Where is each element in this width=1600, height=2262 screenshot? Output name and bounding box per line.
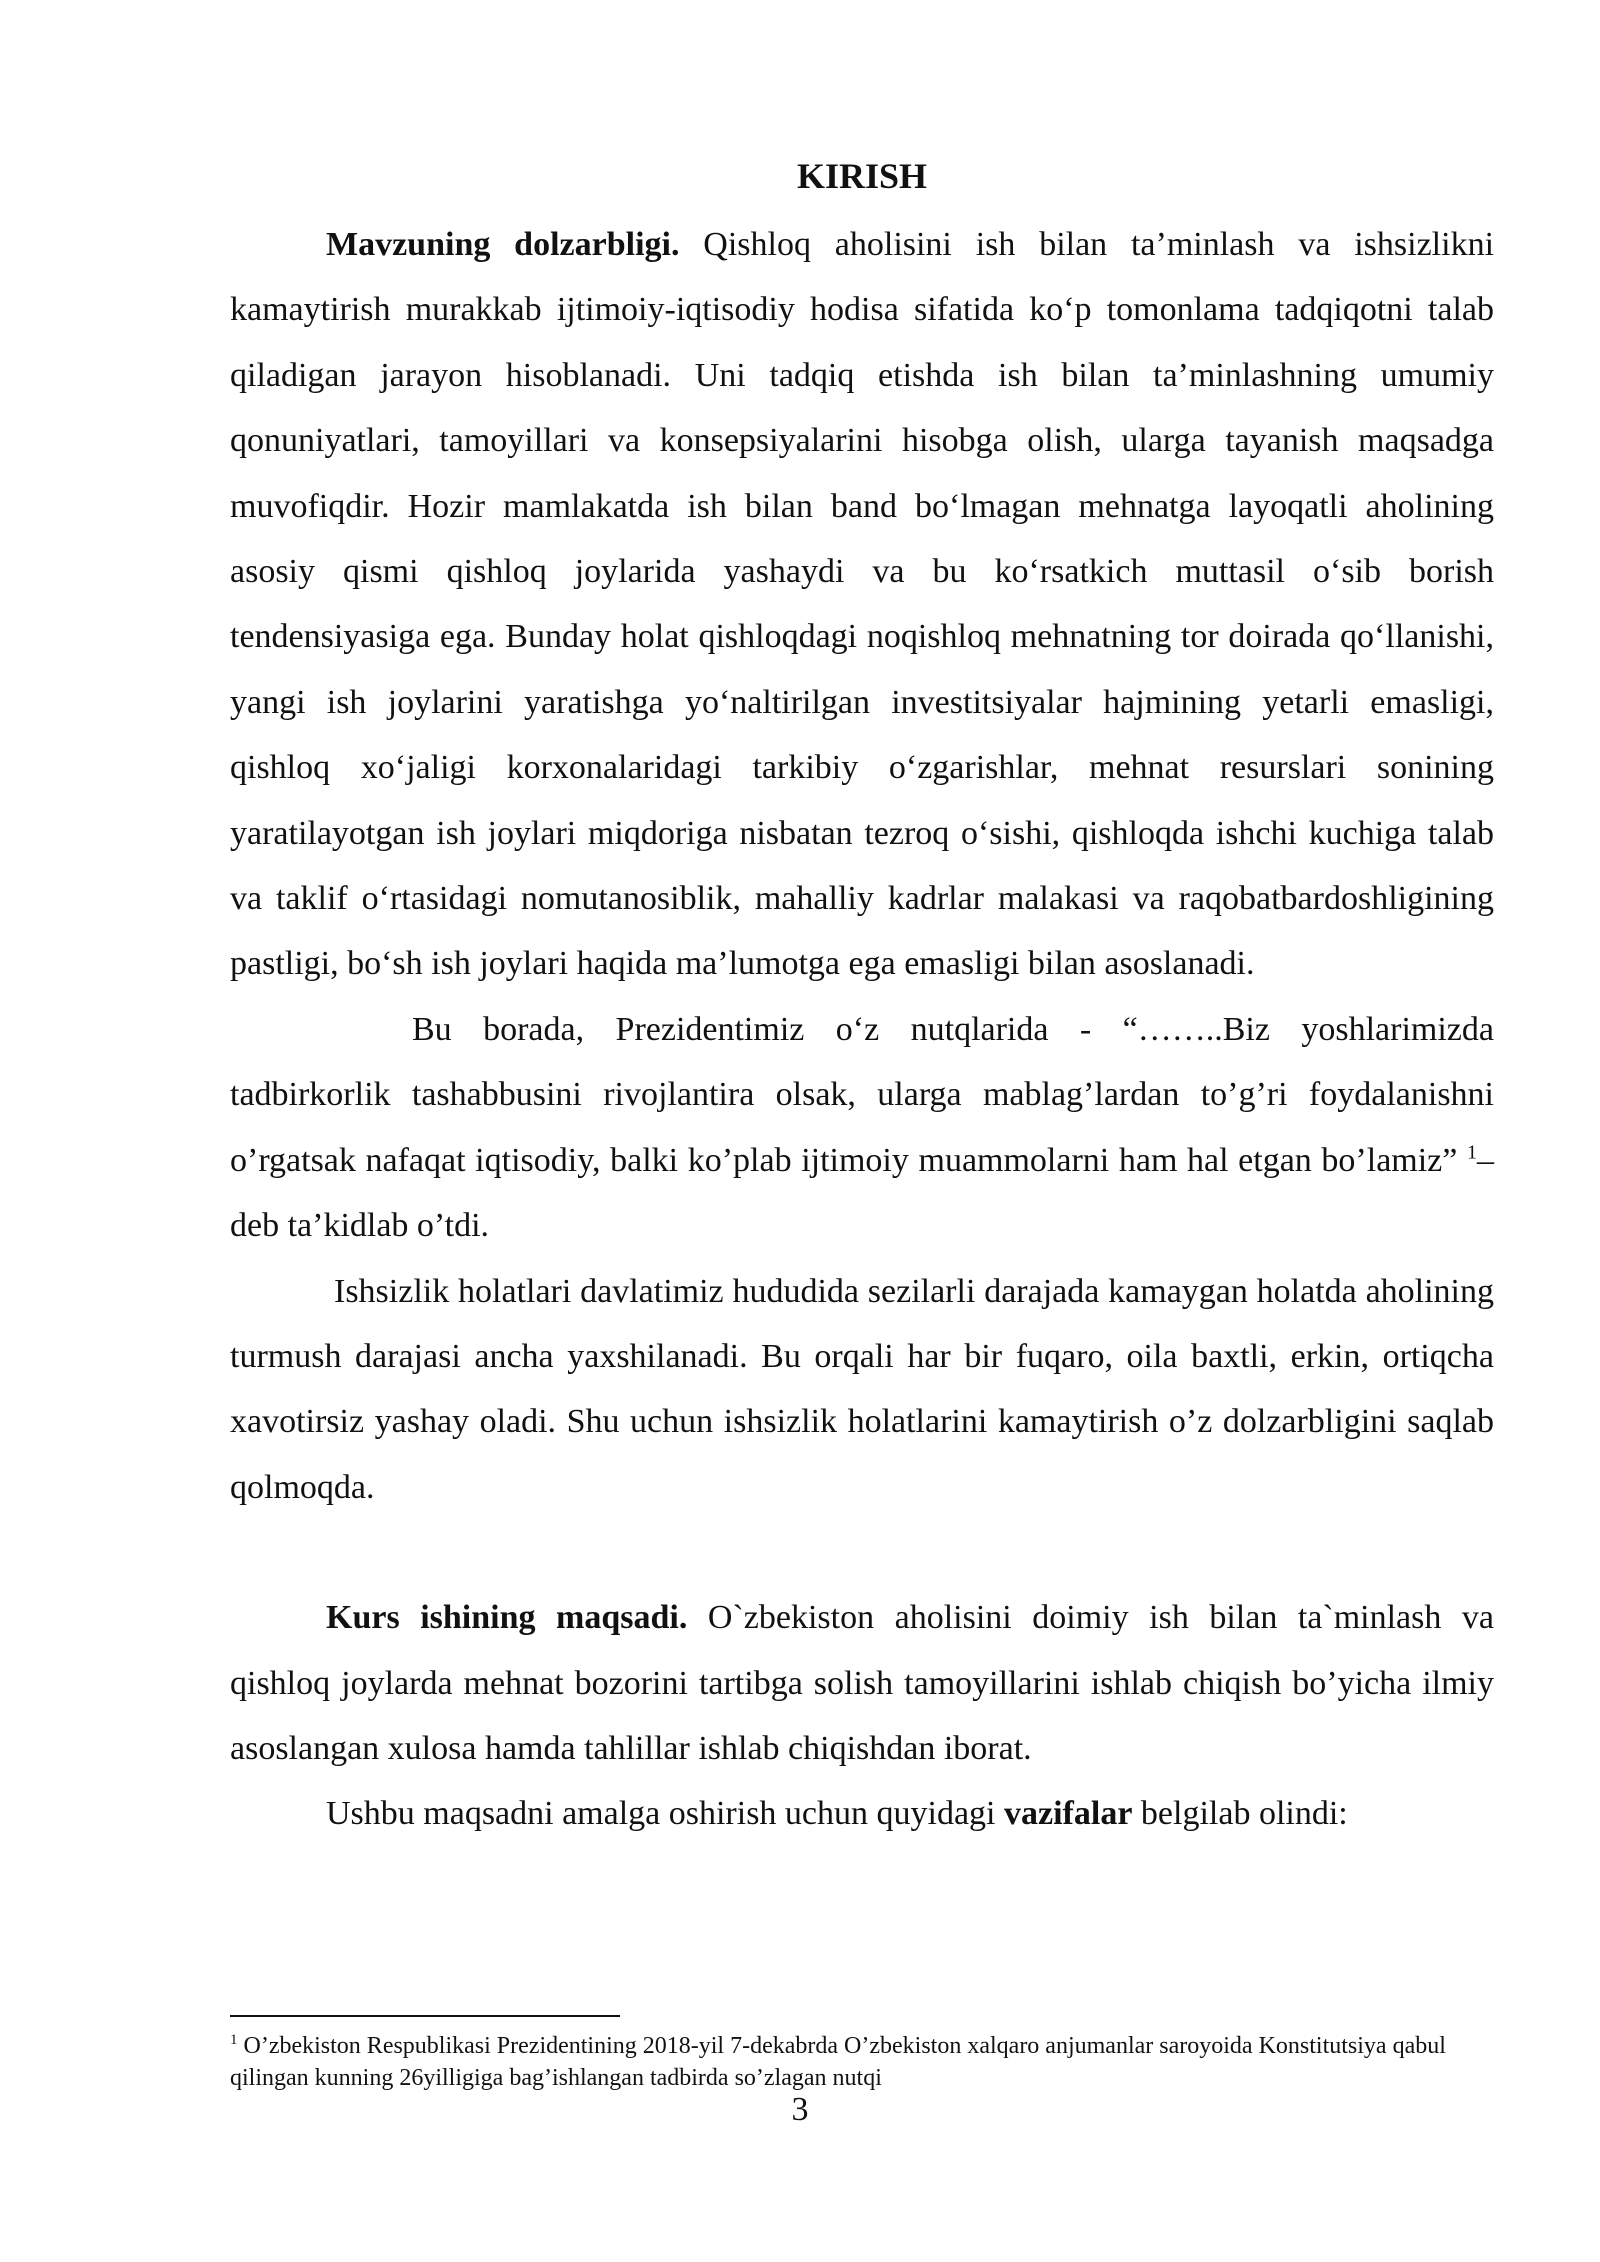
goal-text: O`zbekiston aholisini doimiy ish bilan ta`minlash va qishloq joylarda mehnat bozorini tartibga solish tamoyillarini ishlab chiqish bo’yicha ilmiy asoslangan xulosa hamda tahlillar ishlab chiqishdan iborat. bbox=[230, 1599, 1495, 1767]
page-number: 3 bbox=[791, 2091, 809, 2128]
relevance-text: Qishloq aholisini ish bilan ta’minlash va ishsizlikni kamaytirish murakkab ijtimoiy-iqtisodiy hodisa sifatida ko‘p tomonlama tadqiqotni talab qiladigan jarayon hisoblanadi. Uni tadqiq etishda ish bilan ta’minlashning umumiy qonuniyatlari, tamoyillari va konsepsiyalarini hisobga olish, ularga tayanish maqsadga muvofiqdir. Hozir mamlakatda ish bilan band bo‘lmagan mehnatga layoqatli aholining asosiy qismi qishloq joylarida yashaydi va bu ko‘rsatkich muttasil o‘sib borish tendensiyasiga ega. Bunday holat qishloqdagi noqishloq mehnatning tor doirada qo‘llanishi, yangi ish joylarini yaratishga yo‘naltirilgan investitsiyalar hajmining yetarli emasligi, qishloq xo‘jaligi korxonalaridagi tarkibiy o‘zgarishlar, mehnat resurslari sonining yaratilayotgan ish joylari miqdoriga nisbatan tezroq o‘sishi, qishloqda ishchi kuchiga talab va taklif o‘rtasidagi nomutanosiblik, mahalliy kadrlar malakasi va raqobatbardoshligining pastligi, bo‘sh ish joylari haqida ma’lumotga ega emasligi bilan asoslanadi. bbox=[230, 226, 1495, 983]
quote-tail: – deb ta’kidlab o’tdi. bbox=[230, 1141, 1494, 1245]
paragraph-unemployment bbox=[230, 1259, 1494, 1521]
tasks-intro-before: Ushbu maqsadni amalga oshirish uchun quyidagi bbox=[326, 1795, 1005, 1833]
footnote-marker: 1 bbox=[230, 2032, 238, 2048]
tasks-keyword: vazifalar bbox=[1004, 1795, 1133, 1833]
paragraph-tasks-intro bbox=[230, 1781, 1494, 1846]
paragraph-president-quote bbox=[230, 997, 1494, 1259]
paragraph-course-goal bbox=[230, 1585, 1494, 1781]
relevance-heading: Mavzuning dolzarbligi. bbox=[326, 226, 680, 263]
footnote bbox=[230, 2030, 1494, 2094]
page-body bbox=[230, 148, 1494, 1847]
section-title: KIRISH bbox=[796, 156, 928, 196]
footnote-text: O’zbekiston Respublikasi Prezidentining 2018-yil 7-dekabrda O’zbekiston xalqaro anjumanlar saroyoida Konstitutsiya qabul qilingan kunning 26yilligiga bag’ishlangan tadbirda so’zlagan nutqi bbox=[230, 2033, 1446, 2091]
footnote-reference[interactable]: 1 bbox=[1467, 1141, 1477, 1164]
paragraph-relevance bbox=[230, 212, 1494, 997]
tasks-intro-after: belgilab olindi: bbox=[1132, 1795, 1348, 1833]
footnote-separator bbox=[230, 2015, 620, 2017]
quote-text: Bu borada, Prezidentimiz o‘z nutqlarida - “……..Biz yoshlarimizda tadbirkorlik tashabbusini rivojlantira olsak, ularga mablag’lardan to’g’ri foydalanishni o’rgatsak nafaqat iqtisodiy, balki ko’plab ijtimoiy muammolarni ham hal etgan bo’lamiz” bbox=[230, 1010, 1494, 1179]
unemployment-text: Ishsizlik holatlari davlatimiz hududida sezilarli darajada kamaygan holatda aholining turmush darajasi ancha yaxshilanadi. Bu orqali har bir fuqaro, oila baxtli, erkin, ortiqcha xavotirsiz yashay oladi. Shu uchun ishsizlik holatlarini kamaytirish o’z dolzarbligini saqlab qolmoqda. bbox=[230, 1272, 1494, 1506]
goal-heading: Kurs ishining maqsadi. bbox=[326, 1599, 688, 1637]
